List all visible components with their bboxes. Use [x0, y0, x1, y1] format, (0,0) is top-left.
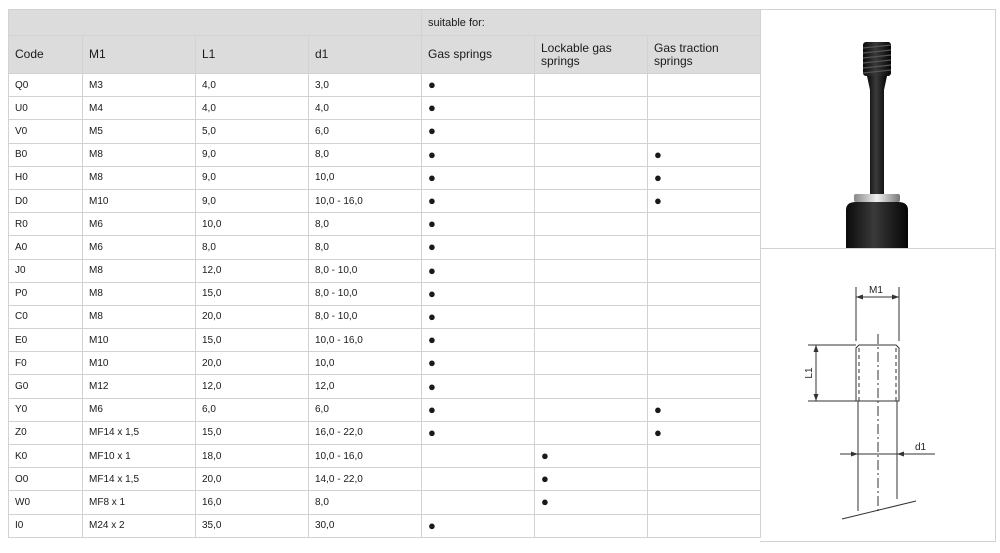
cell-l1: 9,0	[196, 166, 309, 189]
cell-gas-springs: ●	[422, 74, 535, 97]
cell-d1: 8,0 - 10,0	[309, 282, 422, 305]
cell-gas-springs: ●	[422, 305, 535, 328]
table-row	[9, 491, 761, 514]
cell-gas-springs: ●	[422, 143, 535, 166]
cell-lockable	[535, 375, 648, 398]
header-top-row	[9, 10, 761, 36]
cell-l1: 6,0	[196, 398, 309, 421]
cell-code: F0	[9, 352, 83, 375]
cell-lockable	[535, 236, 648, 259]
table-row	[9, 352, 761, 375]
cell-code: U0	[9, 97, 83, 120]
cell-l1: 20,0	[196, 352, 309, 375]
technical-drawing	[760, 249, 995, 541]
column-header-d1: d1	[309, 36, 422, 74]
column-header-m1: M1	[83, 36, 196, 74]
cell-d1: 8,0	[309, 491, 422, 514]
cell-l1: 18,0	[196, 445, 309, 468]
table-row	[9, 74, 761, 97]
cell-d1: 10,0 - 16,0	[309, 445, 422, 468]
column-header-gas-traction-springs: Gas traction springs	[648, 36, 761, 74]
cell-traction	[648, 468, 761, 491]
cell-lockable	[535, 74, 648, 97]
cell-lockable	[535, 282, 648, 305]
cell-lockable: ●	[535, 468, 648, 491]
cell-l1: 9,0	[196, 143, 309, 166]
cell-code: Q0	[9, 74, 83, 97]
cell-l1: 15,0	[196, 329, 309, 352]
dimension-drawing	[760, 249, 995, 541]
cell-gas-springs: ●	[422, 166, 535, 189]
cell-m1: M10	[83, 352, 196, 375]
cell-gas-springs: ●	[422, 352, 535, 375]
cell-m1: M8	[83, 305, 196, 328]
suitable-for-header: suitable for:	[422, 10, 761, 36]
cell-l1: 8,0	[196, 236, 309, 259]
cell-code: Z0	[9, 421, 83, 444]
table-row	[9, 189, 761, 212]
cell-code: K0	[9, 445, 83, 468]
cell-code: G0	[9, 375, 83, 398]
table-row	[9, 329, 761, 352]
cell-traction	[648, 213, 761, 236]
cell-d1: 6,0	[309, 398, 422, 421]
table-row	[9, 282, 761, 305]
cell-gas-springs	[422, 468, 535, 491]
cell-traction: ●	[648, 398, 761, 421]
cell-traction	[648, 120, 761, 143]
cell-traction	[648, 305, 761, 328]
cell-l1: 16,0	[196, 491, 309, 514]
table-row	[9, 97, 761, 120]
cell-l1: 10,0	[196, 213, 309, 236]
table-row	[9, 375, 761, 398]
cell-gas-springs	[422, 491, 535, 514]
cell-code: E0	[9, 329, 83, 352]
cell-code: P0	[9, 282, 83, 305]
cell-m1: M24 x 2	[83, 514, 196, 537]
cell-m1: MF14 x 1,5	[83, 468, 196, 491]
cell-m1: M10	[83, 189, 196, 212]
cell-l1: 4,0	[196, 97, 309, 120]
table-row	[9, 305, 761, 328]
cell-code: H0	[9, 166, 83, 189]
cell-d1: 10,0 - 16,0	[309, 189, 422, 212]
table-row	[9, 514, 761, 537]
cell-lockable	[535, 352, 648, 375]
cell-m1: MF14 x 1,5	[83, 421, 196, 444]
cell-l1: 12,0	[196, 259, 309, 282]
cell-lockable	[535, 329, 648, 352]
cell-lockable	[535, 514, 648, 537]
cell-traction	[648, 236, 761, 259]
cell-code: D0	[9, 189, 83, 212]
cell-traction	[648, 97, 761, 120]
cell-m1: M8	[83, 143, 196, 166]
cell-gas-springs: ●	[422, 120, 535, 143]
cell-gas-springs: ●	[422, 189, 535, 212]
cell-d1: 8,0	[309, 236, 422, 259]
d1-dimension-label: d1	[915, 442, 927, 453]
cell-d1: 30,0	[309, 514, 422, 537]
cell-m1: M8	[83, 166, 196, 189]
cell-lockable	[535, 398, 648, 421]
header-blank-cell	[9, 10, 422, 36]
cell-traction	[648, 282, 761, 305]
column-header-code: Code	[9, 36, 83, 74]
cell-code: J0	[9, 259, 83, 282]
cell-gas-springs: ●	[422, 213, 535, 236]
cell-m1: MF8 x 1	[83, 491, 196, 514]
cell-lockable: ●	[535, 445, 648, 468]
cell-d1: 12,0	[309, 375, 422, 398]
cell-traction: ●	[648, 421, 761, 444]
cell-code: W0	[9, 491, 83, 514]
table-row	[9, 213, 761, 236]
cell-traction: ●	[648, 166, 761, 189]
cell-gas-springs: ●	[422, 375, 535, 398]
cell-code: R0	[9, 213, 83, 236]
column-header-l1: L1	[196, 36, 309, 74]
cell-traction: ●	[648, 143, 761, 166]
cell-lockable	[535, 189, 648, 212]
cell-code: A0	[9, 236, 83, 259]
cell-traction	[648, 375, 761, 398]
cell-gas-springs: ●	[422, 514, 535, 537]
product-photo	[760, 10, 995, 249]
cell-d1: 4,0	[309, 97, 422, 120]
table-row	[9, 398, 761, 421]
specification-table	[8, 9, 761, 538]
cell-code: C0	[9, 305, 83, 328]
cell-m1: M3	[83, 74, 196, 97]
cell-d1: 8,0 - 10,0	[309, 305, 422, 328]
cell-gas-springs: ●	[422, 398, 535, 421]
cell-lockable	[535, 421, 648, 444]
cell-l1: 15,0	[196, 282, 309, 305]
table-row	[9, 259, 761, 282]
cell-l1: 12,0	[196, 375, 309, 398]
cell-gas-springs	[422, 445, 535, 468]
table-row	[9, 421, 761, 444]
cell-m1: M6	[83, 236, 196, 259]
cell-traction	[648, 259, 761, 282]
cell-d1: 16,0 - 22,0	[309, 421, 422, 444]
table-row	[9, 468, 761, 491]
cell-l1: 4,0	[196, 74, 309, 97]
cell-m1: M10	[83, 329, 196, 352]
cell-lockable	[535, 305, 648, 328]
cell-code: V0	[9, 120, 83, 143]
l1-dimension-label: L1	[804, 367, 815, 379]
cell-d1: 8,0	[309, 213, 422, 236]
column-header-lockable-gas-springs: Lockable gas springs	[535, 36, 648, 74]
cell-l1: 9,0	[196, 189, 309, 212]
cell-m1: M6	[83, 398, 196, 421]
cell-traction	[648, 445, 761, 468]
cell-traction	[648, 74, 761, 97]
column-header-row	[9, 36, 761, 74]
cell-traction	[648, 329, 761, 352]
cell-traction	[648, 352, 761, 375]
cell-m1: M4	[83, 97, 196, 120]
cell-gas-springs: ●	[422, 236, 535, 259]
cell-gas-springs: ●	[422, 282, 535, 305]
cell-lockable	[535, 143, 648, 166]
cell-d1: 8,0	[309, 143, 422, 166]
cell-l1: 20,0	[196, 468, 309, 491]
cell-lockable	[535, 166, 648, 189]
cell-d1: 3,0	[309, 74, 422, 97]
cell-l1: 15,0	[196, 421, 309, 444]
table-row	[9, 236, 761, 259]
cell-d1: 14,0 - 22,0	[309, 468, 422, 491]
cell-traction: ●	[648, 189, 761, 212]
table-body	[9, 74, 761, 538]
cell-traction	[648, 514, 761, 537]
piston-rod-photo-image	[760, 10, 995, 248]
cell-code: I0	[9, 514, 83, 537]
cell-lockable	[535, 120, 648, 143]
cell-lockable: ●	[535, 491, 648, 514]
cell-m1: M8	[83, 282, 196, 305]
cell-l1: 20,0	[196, 305, 309, 328]
cell-gas-springs: ●	[422, 421, 535, 444]
cell-m1: M5	[83, 120, 196, 143]
cell-lockable	[535, 97, 648, 120]
cell-code: B0	[9, 143, 83, 166]
cell-gas-springs: ●	[422, 97, 535, 120]
cell-l1: 35,0	[196, 514, 309, 537]
cell-m1: MF10 x 1	[83, 445, 196, 468]
cell-d1: 10,0	[309, 352, 422, 375]
column-header-gas-springs: Gas springs	[422, 36, 535, 74]
table-row	[9, 120, 761, 143]
cell-m1: M8	[83, 259, 196, 282]
cell-code: O0	[9, 468, 83, 491]
cell-lockable	[535, 213, 648, 236]
cell-d1: 8,0 - 10,0	[309, 259, 422, 282]
cell-lockable	[535, 259, 648, 282]
cell-gas-springs: ●	[422, 329, 535, 352]
cell-d1: 10,0 - 16,0	[309, 329, 422, 352]
cell-gas-springs: ●	[422, 259, 535, 282]
cell-d1: 6,0	[309, 120, 422, 143]
table-row	[9, 166, 761, 189]
cell-d1: 10,0	[309, 166, 422, 189]
cell-m1: M12	[83, 375, 196, 398]
cell-traction	[648, 491, 761, 514]
table-row	[9, 445, 761, 468]
table-row	[9, 143, 761, 166]
cell-code: Y0	[9, 398, 83, 421]
image-panel	[760, 9, 996, 542]
cell-m1: M6	[83, 213, 196, 236]
cell-l1: 5,0	[196, 120, 309, 143]
m1-dimension-label: M1	[869, 285, 883, 296]
